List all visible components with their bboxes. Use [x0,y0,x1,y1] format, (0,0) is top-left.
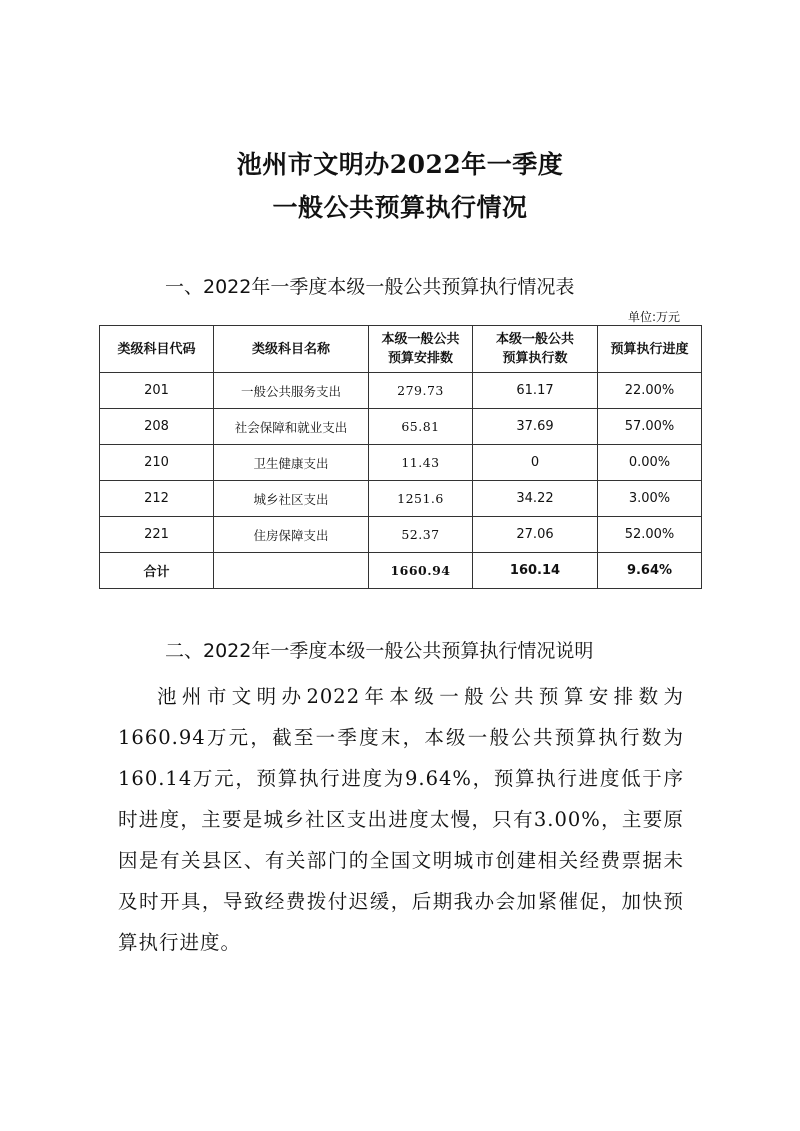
table-header-row [100,326,702,373]
total-label: 合计 [100,553,214,589]
table-row [100,409,702,445]
cell-budget: 11.43 [369,445,473,481]
total-progress: 9.64% [598,553,702,589]
header-executed [473,326,598,373]
cell-budget: 52.37 [369,517,473,553]
header-code: 类级科目代码 [100,326,214,373]
cell-progress: 3.00% [598,481,702,517]
cell-budget: 279.73 [369,373,473,409]
header-name: 类级科目名称 [214,326,369,373]
header-progress: 预算执行进度 [598,326,702,373]
section2-heading: 二、2022年一季度本级一般公共预算执行情况说明 [165,640,594,662]
cell-executed: 34.22 [473,481,598,517]
total-budget: 1660.94 [369,553,473,589]
cell-name: 城乡社区支出 [214,481,369,517]
cell-executed: 0 [473,445,598,481]
table-row [100,445,702,481]
cell-name: 一般公共服务支出 [214,373,369,409]
cell-executed: 37.69 [473,409,598,445]
header-budget [369,326,473,373]
cell-budget: 1251.6 [369,481,473,517]
cell-budget: 65.81 [369,409,473,445]
cell-name: 卫生健康支出 [214,445,369,481]
cell-code: 221 [100,517,214,553]
cell-progress: 52.00% [598,517,702,553]
cell-executed: 27.06 [473,517,598,553]
header-executed-text: 本级一般公共预算执行数 [495,332,574,366]
total-name [214,553,369,589]
document-title-line2: 一般公共预算执行情况 [272,193,528,222]
header-budget-text: 本级一般公共预算安排数 [381,332,460,366]
budget-table [99,325,702,589]
unit-label: 单位:万元 [627,310,680,324]
table-total-row [100,553,702,589]
table-row [100,481,702,517]
cell-code: 201 [100,373,214,409]
cell-progress: 57.00% [598,409,702,445]
cell-name: 社会保障和就业支出 [214,409,369,445]
table-row [100,373,702,409]
cell-progress: 22.00% [598,373,702,409]
section1-heading: 一、2022年一季度本级一般公共预算执行情况表 [165,276,575,298]
cell-code: 212 [100,481,214,517]
document-title-line1: 池州市文明办2022年一季度 [236,150,564,179]
cell-code: 210 [100,445,214,481]
cell-progress: 0.00% [598,445,702,481]
cell-code: 208 [100,409,214,445]
explanation-paragraph: 池州市文明办2022年本级一般公共预算安排数为1660.94万元，截至一季度末，本级一般公共预算执行数为160.14万元，预算执行进度为9.64%，预算执行进度低于序时进度，主要是城乡社区支出进度太慢，只有3.00%，主要原因是有关县区、有关部门的全国文明城市创建相关经费票据未及时开具，导致经费拨付迟缓，后期我办会加紧催促，加快预算执行进度。 [118,685,684,954]
cell-executed: 61.17 [473,373,598,409]
cell-name: 住房保障支出 [214,517,369,553]
total-executed: 160.14 [473,553,598,589]
table-row [100,517,702,553]
